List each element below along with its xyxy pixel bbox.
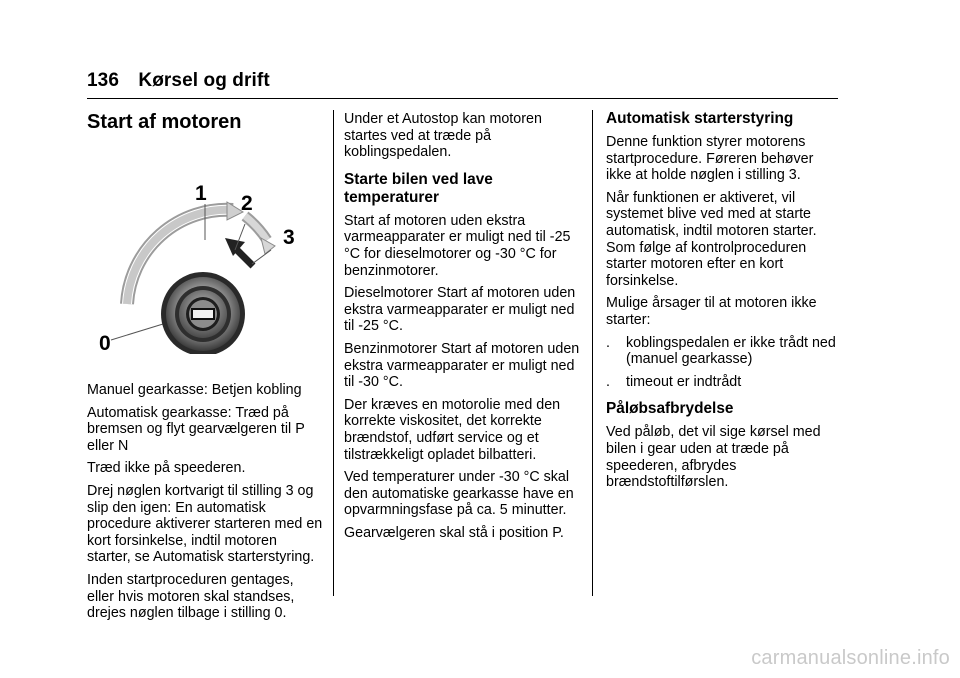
ignition-switch-figure <box>87 154 323 354</box>
figure-label-0: 0 <box>99 332 111 354</box>
watermark: carmanualsonline.info <box>751 647 950 669</box>
paragraph: Træd ikke på speederen. <box>87 460 246 477</box>
paragraph: Denne funktion styrer motorens startprocedure. Føreren behøver ikke at holde nøglen i stilling 3. <box>606 134 814 184</box>
paragraph: Manuel gearkasse: Betjen kobling <box>87 382 302 398</box>
list-item-text: koblingspedalen er ikke trådt ned (manuel gearkasse) <box>626 334 836 368</box>
paragraph: Drej nøglen kortvarigt til stilling 3 og slip den igen: En automatisk procedure aktiverer starteren med en kort forsinkelse, indtil motoren starter, se Automatisk starterstyring. <box>87 482 323 566</box>
paragraph: Benzinmotorer Start af motoren uden ekstra varmeapparater er muligt ned til -30 °C. <box>344 340 580 391</box>
ignition-switch-icon <box>87 154 323 354</box>
chapter-title: Kørsel og drift <box>138 70 270 91</box>
list-item <box>606 374 842 391</box>
paragraph: Start af motoren uden ekstra varmeapparater er muligt ned til -25 °C for dieselmotorer og -30 °C for benzinmotorer. <box>344 212 571 279</box>
paragraph: Inden startproceduren gentages, eller hvis motoren skal standses, drejes nøglen tilbage i stilling 0. <box>87 571 295 622</box>
section-heading: Starte bilen ved lave temperaturer <box>344 170 493 206</box>
paragraph: Når funktionen er aktiveret, vil systemet blive ved med at starte automatisk, indtil motoren starter. Som følge af kontrolproceduren starter motoren efter en kort forsinkelse. <box>606 189 817 289</box>
paragraph: Mulige årsager til at motoren ikke starter: <box>606 295 817 328</box>
section-heading: Automatisk starterstyring <box>606 110 794 127</box>
header-rule <box>87 98 838 99</box>
figure-label-1: 1 <box>195 182 207 205</box>
list-item <box>606 335 842 368</box>
column-1 <box>87 110 323 628</box>
page-header <box>87 70 270 92</box>
column-divider-2 <box>592 110 593 596</box>
section-heading: Påløbsafbrydelse <box>606 400 734 418</box>
bullet-marker: . <box>606 334 610 351</box>
paragraph: Dieselmotorer Start af motoren uden ekstra varmeapparater er muligt ned til -25 °C. <box>344 285 576 335</box>
column-3 <box>606 110 842 497</box>
paragraph: Automatisk gearkasse: Træd på bremsen og flyt gearvælgeren til P eller N <box>87 404 305 454</box>
paragraph: Under et Autostop kan motoren startes ved at træde på koblingspedalen. <box>344 111 542 161</box>
figure-label-2: 2 <box>241 192 253 215</box>
column-2 <box>344 111 580 547</box>
section-title: Start af motoren <box>87 111 242 133</box>
paragraph: Ved temperaturer under -30 °C skal den automatiske gearkasse have en opvarmningsfase på ca. 5 minutter. <box>344 469 574 519</box>
paragraph: Der kræves en motorolie med den korrekte viskositet, det korrekte brændstof, udført service og et tilstrækkeligt opladet bilbatteri. <box>344 396 561 463</box>
paragraph: Gearvælgeren skal stå i position P. <box>344 524 564 541</box>
paragraph: Ved påløb, det vil sige kørsel med bilen i gear uden at træde på speederen, afbrydes brændstoftilførslen. <box>606 424 821 491</box>
list-item-text: timeout er indtrådt <box>626 373 742 390</box>
bullet-marker: . <box>606 373 610 390</box>
figure-label-3: 3 <box>283 226 295 249</box>
page-number: 136 <box>87 70 120 91</box>
column-divider-1 <box>333 110 334 596</box>
